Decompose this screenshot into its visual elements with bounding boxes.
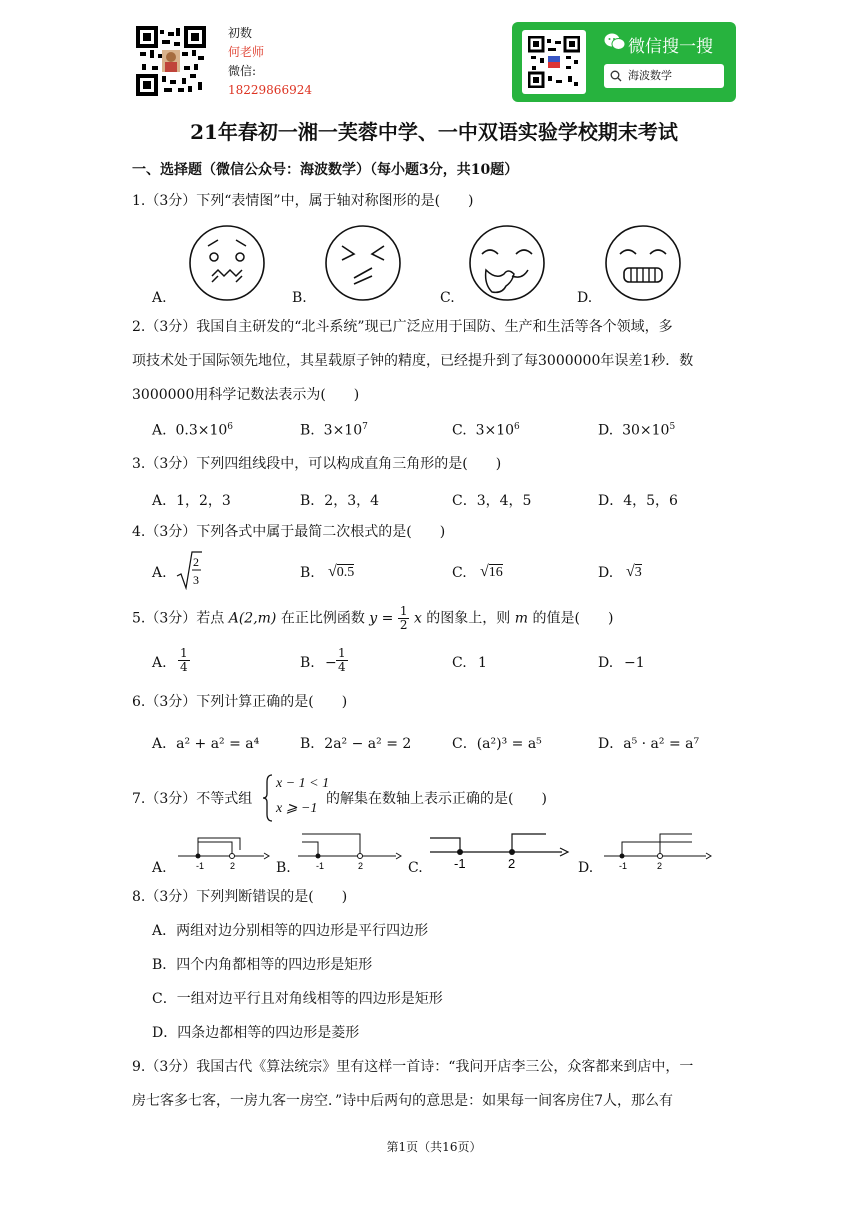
qr-code-left xyxy=(136,26,206,96)
wechat-search-input[interactable] xyxy=(604,64,724,88)
q7-numberline-d xyxy=(600,828,712,872)
section-heading: 一、选择题（微信公众号：海波数学）（每小题3分，共10题） xyxy=(132,162,519,178)
q4-option-b: √0.5 xyxy=(328,563,355,580)
exam-title: 21年春初一湘一芙蓉中学、一中双语实验学校期末考试 xyxy=(190,120,678,144)
q2-line-2: 项技术处于国际领先地位，其星载原子钟的精度，已经提升到了每3000000年误差1秒．数 xyxy=(132,353,694,369)
q2-option-d xyxy=(598,422,675,439)
q8-stem: 8.（3分）下列判断错误的是( ) xyxy=(132,889,348,905)
q1-label-c: C. xyxy=(440,290,455,306)
q7-numberline-b xyxy=(294,828,402,872)
q3-stem: 3.（3分）下列四组线段中，可以构成直角三角形的是( ) xyxy=(132,456,502,472)
q7-c-tick-1: -1 xyxy=(454,856,466,871)
q2-option-c xyxy=(452,422,520,439)
face-c-icon xyxy=(468,224,546,302)
q8-option-d: D．四条边都相等的四边形是菱形 xyxy=(152,1025,360,1041)
q5-option-b: $\frac{1}{4}$ xyxy=(338,646,346,674)
q5-label-a: A. xyxy=(152,655,167,671)
q4-label-b: B. xyxy=(300,565,315,581)
q4-radicand-c: 16 xyxy=(488,565,503,580)
wechat-search-banner xyxy=(512,22,736,102)
q7-label-a: A. xyxy=(152,860,167,876)
q5-frac-num: 1 xyxy=(399,604,408,618)
q6-option-a: A．a² + a² = a⁴ xyxy=(152,736,260,752)
q6-stem: 6.（3分）下列计算正确的是( ) xyxy=(132,694,348,710)
q4-radicand-d: 3 xyxy=(634,565,642,580)
q5-option-a: $\frac{1}{4}$ xyxy=(180,646,188,674)
q7-label-d: D. xyxy=(578,860,594,876)
wechat-search-text: 海波数学 xyxy=(628,69,672,82)
q1-stem: 1.（3分）下列“表情图”中，属于轴对称图形的是( ) xyxy=(132,193,474,209)
q5-stem-b: 在正比例函数 xyxy=(280,610,365,627)
q5-fraction xyxy=(398,605,410,632)
q5-label-c: C. xyxy=(452,655,467,671)
q5-stem-d: 的值是( ) xyxy=(532,610,614,627)
q2-option-d-label: D. xyxy=(598,422,614,439)
teacher-info xyxy=(228,24,312,100)
q2-option-c-base: 3×10 xyxy=(475,422,515,439)
q5-option-c: 1 xyxy=(478,655,487,671)
q4-radical-a-num: 2 xyxy=(193,555,199,569)
q8-option-c: C．一组对边平行且对角线相等的四边形是矩形 xyxy=(152,991,443,1007)
teacher-phone: 18229866924 xyxy=(228,83,312,97)
q5-frac-den: 2 xyxy=(399,618,408,632)
q6-option-c: C．(a²)³ = a⁵ xyxy=(452,736,542,752)
q2-option-b xyxy=(300,422,368,439)
q7-a-tick-1: -1 xyxy=(196,861,205,871)
q4-radical-a xyxy=(176,550,202,590)
wechat-search-title: 微信搜一搜 xyxy=(628,37,713,57)
q7-label-c: C. xyxy=(408,860,423,876)
q5-label-b: B. xyxy=(300,655,315,671)
face-a-icon xyxy=(188,224,266,302)
wechat-icon xyxy=(604,32,626,52)
q2-option-d-base: 30×10 xyxy=(622,422,670,439)
q7-b-tick-1: -1 xyxy=(316,861,325,871)
q2-line-1: 2.（3分）我国自主研发的“北斗系统”现已广泛应用于国防、生产和生活等各个领域，多 xyxy=(132,319,673,335)
qr-code-right-frame xyxy=(522,30,586,94)
q3-option-b: B．2，3，4 xyxy=(300,493,380,509)
q4-stem: 4.（3分）下列各式中属于最简二次根式的是( ) xyxy=(132,524,446,540)
q7-c-tick-2: 2 xyxy=(508,856,516,871)
q2-option-b-base: 3×10 xyxy=(323,422,363,439)
q7-a-tick-2: 2 xyxy=(230,861,236,871)
q5-label-d: D. xyxy=(598,655,614,671)
face-d-icon xyxy=(604,224,682,302)
q2-option-a-exp: 6 xyxy=(227,422,234,432)
q7-b-tick-2: 2 xyxy=(358,861,364,871)
q7-ineq-1: x − 1 < 1 xyxy=(276,776,330,791)
q4-radical-a-den: 3 xyxy=(193,573,199,587)
q8-option-b: B．四个内角都相等的四边形是矩形 xyxy=(152,957,373,973)
q2-option-a-label: A. xyxy=(152,422,167,439)
q4-label-a: A. xyxy=(152,565,167,581)
q2-option-a xyxy=(152,422,233,439)
q1-label-d: D. xyxy=(577,290,593,306)
q1-label-b: B. xyxy=(292,290,307,306)
q5-option-b-sign: − xyxy=(325,655,337,671)
q7-d-tick-2: 2 xyxy=(657,861,663,871)
q5-stem xyxy=(132,605,613,632)
q5-stem-c: 的图象上，则 xyxy=(426,610,511,627)
q5-var: x xyxy=(413,610,422,627)
teacher-line-3: 微信: xyxy=(228,64,257,78)
q9-line-2: 房七客多七客，一房九客一房空．”诗中后两句的意思是：如果每一间客房住7人，那么有 xyxy=(132,1093,674,1109)
teacher-line-2: 何老师 xyxy=(228,45,265,59)
q7-ineq-2: x ⩾ −1 xyxy=(276,801,318,816)
q6-option-d: D．a⁵ · a² = a⁷ xyxy=(598,736,700,752)
q4-label-d: D. xyxy=(598,565,614,581)
face-b-icon xyxy=(324,224,402,302)
qr-code-right xyxy=(528,36,580,88)
q2-option-c-exp: 6 xyxy=(514,422,520,432)
q5-m: m xyxy=(514,610,529,627)
q3-option-d: D．4，5，6 xyxy=(598,493,678,509)
q7-stem-a: 7.（3分）不等式组 xyxy=(132,791,253,807)
q2-option-c-label: C. xyxy=(452,422,467,439)
q2-option-a-base: 0.3×10 xyxy=(175,422,228,439)
q9-line-1: 9.（3分）我国古代《算法统宗》里有这样一首诗：“我问开店李三公，众客都来到店中，一 xyxy=(132,1059,694,1075)
q2-option-b-label: B. xyxy=(300,422,315,439)
q8-option-a: A．两组对边分别相等的四边形是平行四边形 xyxy=(152,923,429,939)
q4-radicand-b: 0.5 xyxy=(336,565,355,580)
page-footer: 第1页（共16页） xyxy=(386,1140,482,1154)
search-icon xyxy=(610,70,622,82)
q6-option-b: B．2a² − a² = 2 xyxy=(300,736,412,752)
q5-option-d: −1 xyxy=(624,655,645,671)
teacher-line-1: 初数 xyxy=(228,26,253,40)
q7-numberline-a xyxy=(174,828,270,872)
q7-stem-b: 的解集在数轴上表示正确的是( ) xyxy=(326,791,547,807)
q5-point: A(2,m) xyxy=(228,610,277,627)
brace-icon xyxy=(262,774,274,822)
q3-option-a: A．1，2，3 xyxy=(152,493,231,509)
q7-label-b: B. xyxy=(276,860,291,876)
q5-func: y = xyxy=(369,610,394,627)
q7-d-tick-1: -1 xyxy=(619,861,628,871)
q2-option-b-exp: 7 xyxy=(362,422,368,432)
q1-label-a: A. xyxy=(152,290,167,306)
q4-label-c: C. xyxy=(452,565,467,581)
q4-option-d: √3 xyxy=(626,563,642,580)
q7-numberline-c xyxy=(426,830,570,872)
q5-stem-a: 5.（3分）若点 xyxy=(132,610,225,627)
q2-line-3: 3000000用科学记数法表示为( ) xyxy=(132,387,360,403)
q3-option-c: C．3，4，5 xyxy=(452,493,532,509)
q4-option-c: √16 xyxy=(480,563,503,580)
q2-option-d-exp: 5 xyxy=(669,422,676,432)
